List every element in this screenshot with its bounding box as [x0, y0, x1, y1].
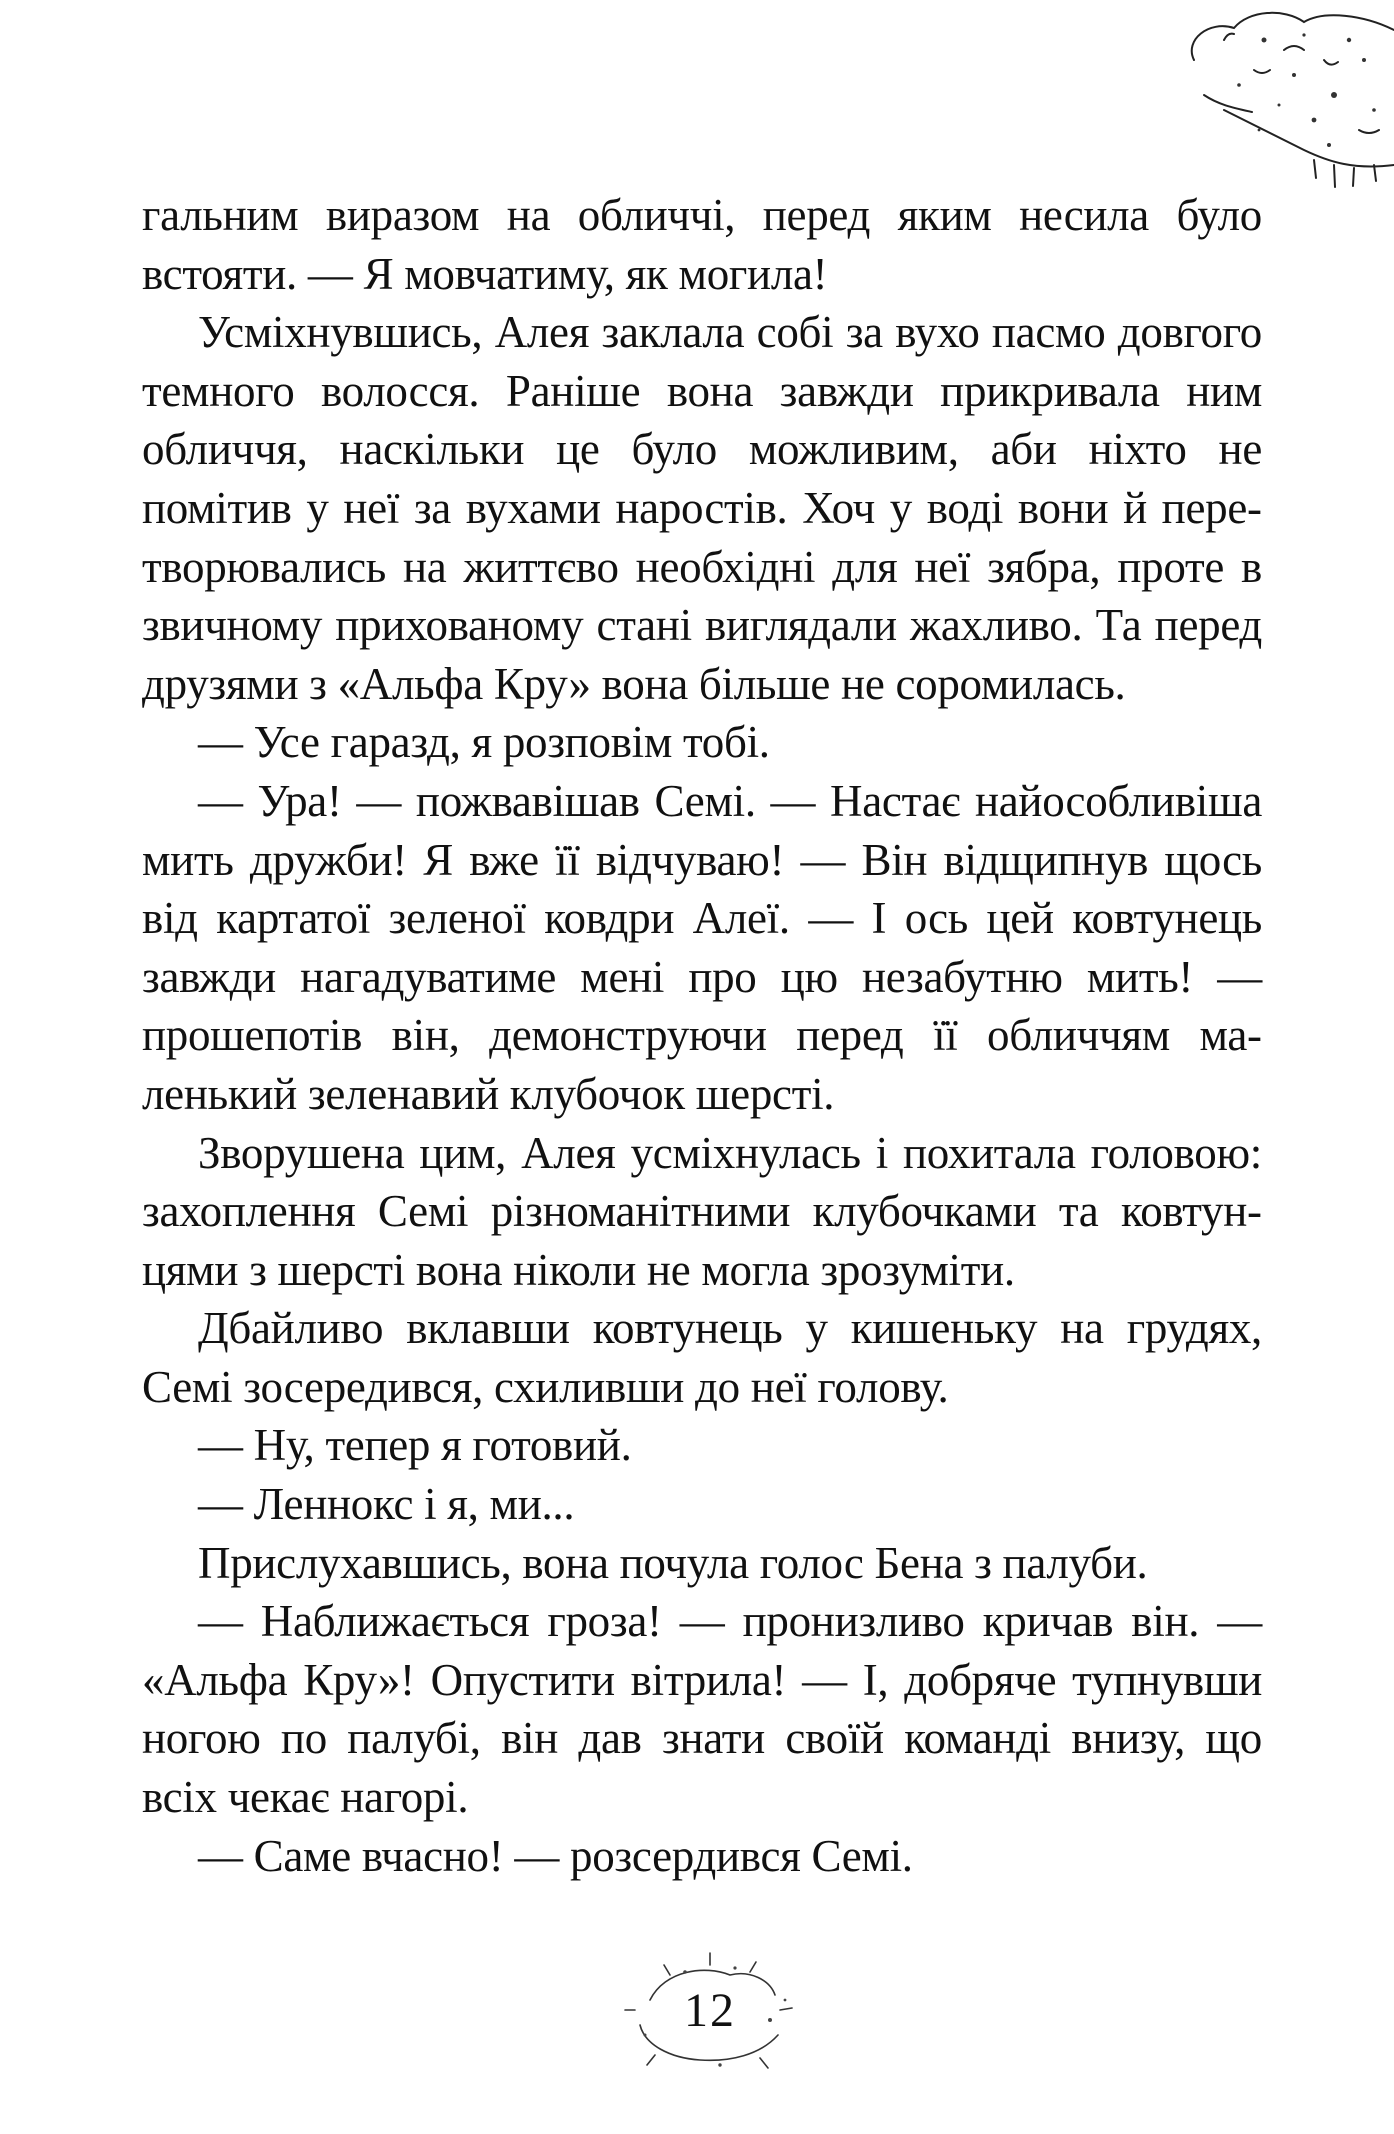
paragraph: Усміхнувшись, Алея заклала собі за вухо пасмо довгого темного волосся. Раніше вона завжди прикривала ним обличчя, наскільки це було можливим, аби ніхто не помітив у неї за вухами наростів. Хоч у воді вони й перетворювались на життєво необхідні для неї зябра, проте в звичному прихованому стані виглядали жахливо. Та перед друзями з «Альфа Кру» вона більше не соромилась.: [142, 307, 1262, 709]
paragraph: — Ура! — пожвавішав Семі. — Настає найособливіша мить дружби! Я вже її відчуваю! — Він відщипнув щось від картатої зеленої ковдри Алеї. — І ось цей ковтунець завжди нагадуватиме мені про цю незабутню мить! — прошепотів він, демонструючи перед її обличчям маленький зеленавий клубочок шерсті.: [142, 775, 1262, 1119]
paragraph: — Наближається гроза! — пронизливо кричав він. — «Альфа Кру»! Опустити вітрила! — І, добряче тупнувши ногою по палубі, він дав знати своїй команді внизу, що всіх чекає нагорі.: [142, 1596, 1262, 1823]
page-number-badge: [610, 1940, 810, 2080]
paragraph: — Леннокс і я, ми...: [198, 1479, 575, 1530]
paragraph: Дбайливо вклавши ковтунець у кишеньку на грудях, Семі зосередився, схиливши до неї голову.: [142, 1303, 1262, 1412]
body-text: [142, 186, 1262, 1885]
corner-splash-decoration: [1164, 0, 1394, 200]
paragraph: — Саме вчасно! — розсердився Семі.: [198, 1830, 913, 1881]
paragraph: — Ну, тепер я готовий.: [198, 1420, 632, 1471]
paragraph: Зворушена цим, Алея усміхнулась і похитала головою: захоплення Семі різноманітними клубочками та ковтунцями з шерсті вона ніколи не могла зрозуміти.: [142, 1127, 1262, 1295]
paragraph: Прислухавшись, вона почула голос Бена з палуби.: [198, 1537, 1148, 1588]
paragraph: гальним виразом на обличчі, перед яким несила було встояти. — Я мовчатиму, як могила!: [142, 190, 1262, 299]
page-number: 12: [684, 1983, 736, 2037]
paragraph: — Усе гаразд, я розповім тобі.: [198, 717, 770, 768]
